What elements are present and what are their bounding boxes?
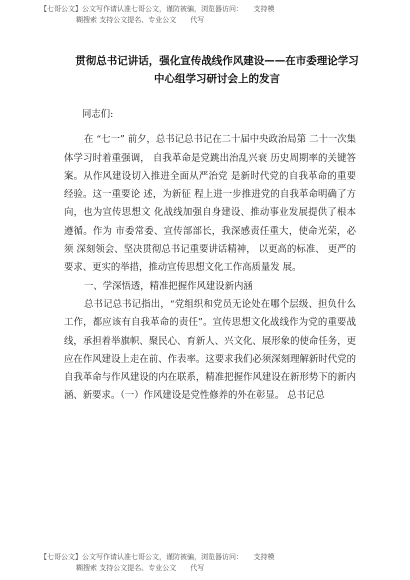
salutation: 同志们: xyxy=(82,109,114,120)
intro-paragraph: 在 “七一” 前夕，总书记总书记在二十届中央政治局第 二十一次集体学习时着重强调， 自我革命是党跳出治乱兴衰 历史周期率的关键答案。从作风建设切入推进全面从严治党 是新时代党的自我革命的重要经验。这一重要论 述，为新征 程上进一步推进党的自我革命明确了方向，也为宣传思想文 化战线加强自身建设、推动事业发展提供了根本遵循。作为 市委常委、宣传部部长，我深感责任重大，使命光荣，必须 深刻领会、坚决贯彻总书记重要讲话精神， 以更高的标准、 更严的要求、更实的举措，推动宣传思想文化工作高质量发 展。 xyxy=(64,134,356,274)
section-heading-1: 一、学深悟透，精准把握作风建设新内涵 xyxy=(84,280,253,292)
document-body xyxy=(64,106,356,406)
bottom-banner-line-2: 糊搜索 支持公文提名、专业公文 代写 xyxy=(76,564,205,572)
bottom-banner-line-1: 【七哥公文】公文写作请认准七哥公文，谨防被骗，浏览器访问： 支持模 xyxy=(40,553,275,561)
top-banner-line-1: 【七哥公文】公文写作请认准七哥公文，谨防被骗，浏览器访问： 支持模 xyxy=(40,5,275,13)
top-watermark-banner xyxy=(0,4,410,26)
bottom-watermark-banner xyxy=(0,552,410,574)
document-title: 贯彻总书记讲话，强化宣传战线作风建设——在市委理论学习中心组学习研讨会上的发言 xyxy=(75,55,359,85)
section-1-paragraph: 总书记总书记指出，“党组织和党员无论处在哪个层级、担负什么工作，都应该有自我革命的责任”。宣传思想文化战线作为党的重要战线，承担着举旗帜、聚民心、育新人、兴文化、展形象的使命任务，更应在作风建设上走在前、作表率。这要求我们必须深刻理解新时代党的自我革命与作风建设的内在联系，精准把握作风建设在新形势下的新内涵、新要求。（一）作风建设是党性修养的外在彰显。 总书记总 xyxy=(64,298,356,402)
top-banner-line-2: 糊搜索 支持公文提名、专业公文 代写 xyxy=(76,16,205,24)
